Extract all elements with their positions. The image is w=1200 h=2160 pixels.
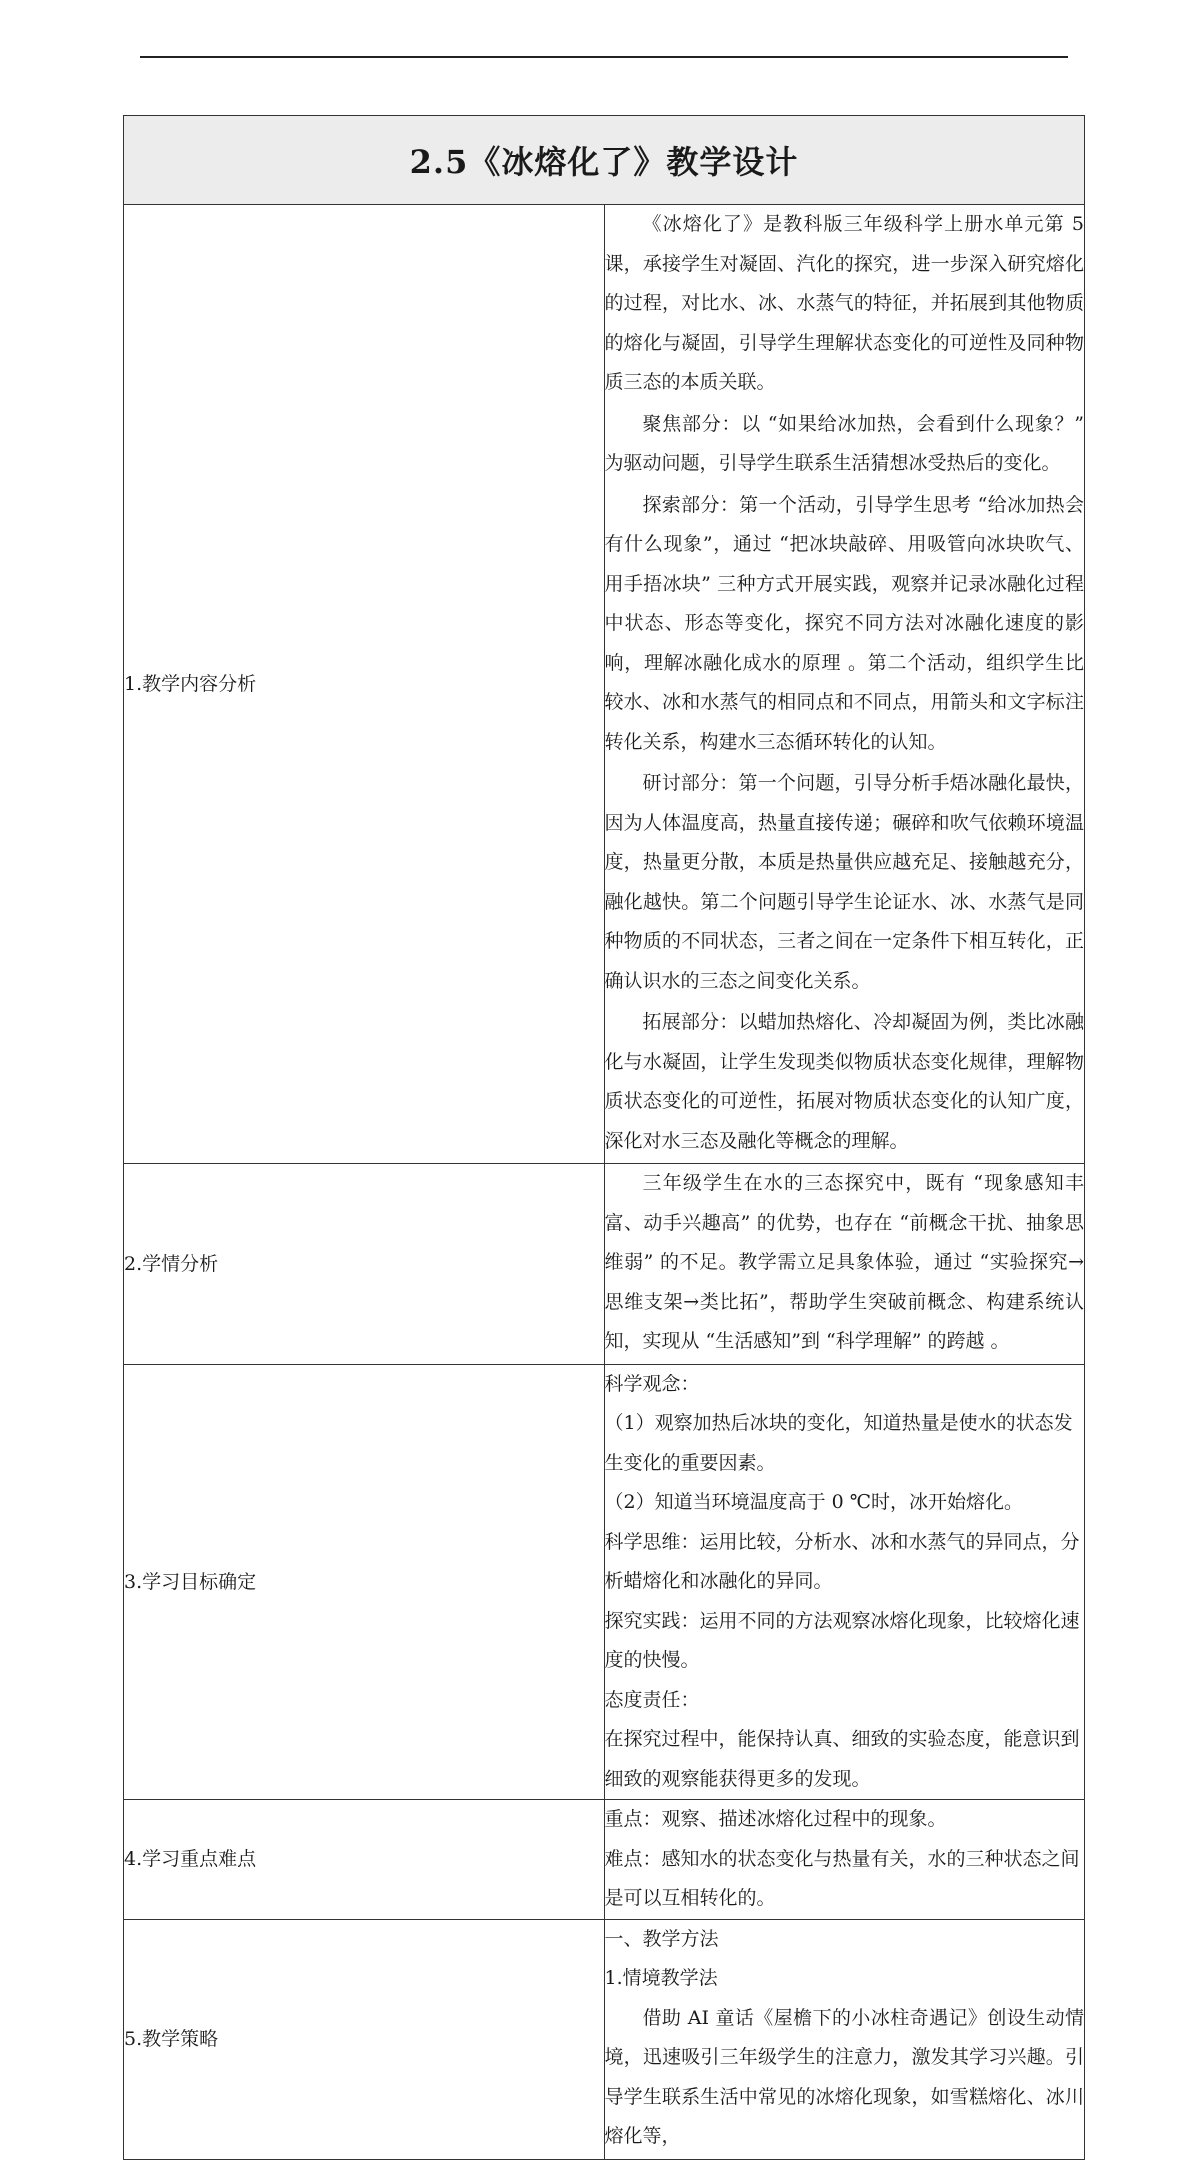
paragraph: 聚焦部分：以 “如果给冰加热，会看到什么现象？” 为驱动问题，引导学生联系生活猜想冰受热后的变化。: [604, 412, 1084, 474]
paragraph: 三年级学生在水的三态探究中，既有 “现象感知丰富、动手兴趣高” 的优势，也存在 “前概念干扰、抽象思维弱” 的不足。教学需立足具象体验，通过 “实验探究→思维支架→类比拓”，帮助学生突破前概念、构建系统认知，实现从 “生活感知”到 “科学理解” 的跨越 。: [604, 1172, 1084, 1352]
paragraph: 研讨部分：第一个问题，引导分析手焐冰融化最快，因为人体温度高，热量直接传递；碾碎和吹气依赖环境温度，热量更分散，本质是热量供应越充足、接触越充分，融化越快。第二个问题引导学生论证水、冰、水蒸气是同种物质的不同状态，三者之间在一定条件下相互转化，正确认识水的三态之间变化关系。: [604, 772, 1084, 992]
row-label-content-analysis: 1.教学内容分析: [124, 205, 605, 1164]
row-label-learning-objectives: 3.学习目标确定: [124, 1364, 605, 1800]
content-analysis-cell: [604, 205, 1085, 1164]
table-row: [124, 1919, 1085, 2159]
table-row: [124, 1164, 1085, 1365]
row-label-teaching-strategy: 5.教学策略: [124, 1919, 605, 2159]
strategy-heading: 一、教学方法: [604, 1927, 719, 1950]
document-title: 2.5《冰熔化了》教学设计: [124, 116, 1085, 205]
objective-line: （1）观察加热后冰块的变化，知道热量是使水的状态发生变化的重要因素。: [604, 1412, 1073, 1474]
lesson-plan-table: [123, 115, 1085, 2160]
strategy-subheading: 1.情境教学法: [604, 1967, 718, 1989]
row-label-key-points: 4.学习重点难点: [124, 1800, 605, 1920]
learning-objectives-cell: [604, 1364, 1085, 1800]
table-row: [124, 205, 1085, 1164]
key-points-cell: [604, 1800, 1085, 1920]
paragraph: 探索部分：第一个活动，引导学生思考 “给冰加热会有什么现象”，通过 “把冰块敲碎、用吸管向冰块吹气、用手捂冰块” 三种方式开展实践，观察并记录冰融化过程中状态、形态等变化，探究不同方法对冰融化速度的影响，理解冰融化成水的原理 。第二个活动，组织学生比较水、冰和水蒸气的相同点和不同点，用箭头和文字标注转化关系，构建水三态循环转化的认知。: [604, 493, 1084, 753]
teaching-strategy-cell: [604, 1919, 1085, 2159]
header-rule: [140, 56, 1068, 58]
objective-line: （2）知道当环境温度高于 0 ℃时，冰开始熔化。: [604, 1491, 1024, 1513]
paragraph: 《冰熔化了》是教科版三年级科学上册水单元第 5 课，承接学生对凝固、汽化的探究，进一步深入研究熔化的过程，对比水、冰、水蒸气的特征，并拓展到其他物质的熔化与凝固，引导学生理解状态变化的可逆性及同种物质三态的本质关联。: [604, 213, 1084, 393]
key-point-line: 难点：感知水的状态变化与热量有关，水的三种状态之间是可以互相转化的。: [604, 1847, 1080, 1909]
objective-line: 探究实践：运用不同的方法观察冰熔化现象，比较熔化速度的快慢。: [604, 1609, 1080, 1671]
objective-line: 态度责任：: [604, 1688, 700, 1711]
table-row: [124, 1364, 1085, 1800]
student-analysis-cell: [604, 1164, 1085, 1365]
key-point-line: 重点：观察、描述冰熔化过程中的现象。: [604, 1808, 947, 1830]
objective-line: 科学思维：运用比较，分析水、冰和水蒸气的异同点，分析蜡熔化和冰融化的异同。: [604, 1530, 1080, 1592]
objective-line: 科学观念：: [604, 1372, 700, 1395]
paragraph: 借助 AI 童话《屋檐下的小冰柱奇遇记》创设生动情境，迅速吸引三年级学生的注意力，激发其学习兴趣。引导学生联系生活中常见的冰熔化现象，如雪糕熔化、冰川熔化等，: [604, 2006, 1084, 2147]
table-row: [124, 1800, 1085, 1920]
paragraph: 拓展部分：以蜡加热熔化、冷却凝固为例，类比冰融化与水凝固，让学生发现类似物质状态变化规律，理解物质状态变化的可逆性，拓展对物质状态变化的认知广度，深化对水三态及融化等概念的理解。: [604, 1011, 1084, 1152]
objective-line: 在探究过程中，能保持认真、细致的实验态度，能意识到细致的观察能获得更多的发现。: [604, 1728, 1080, 1790]
row-label-student-analysis: 2.学情分析: [124, 1164, 605, 1365]
